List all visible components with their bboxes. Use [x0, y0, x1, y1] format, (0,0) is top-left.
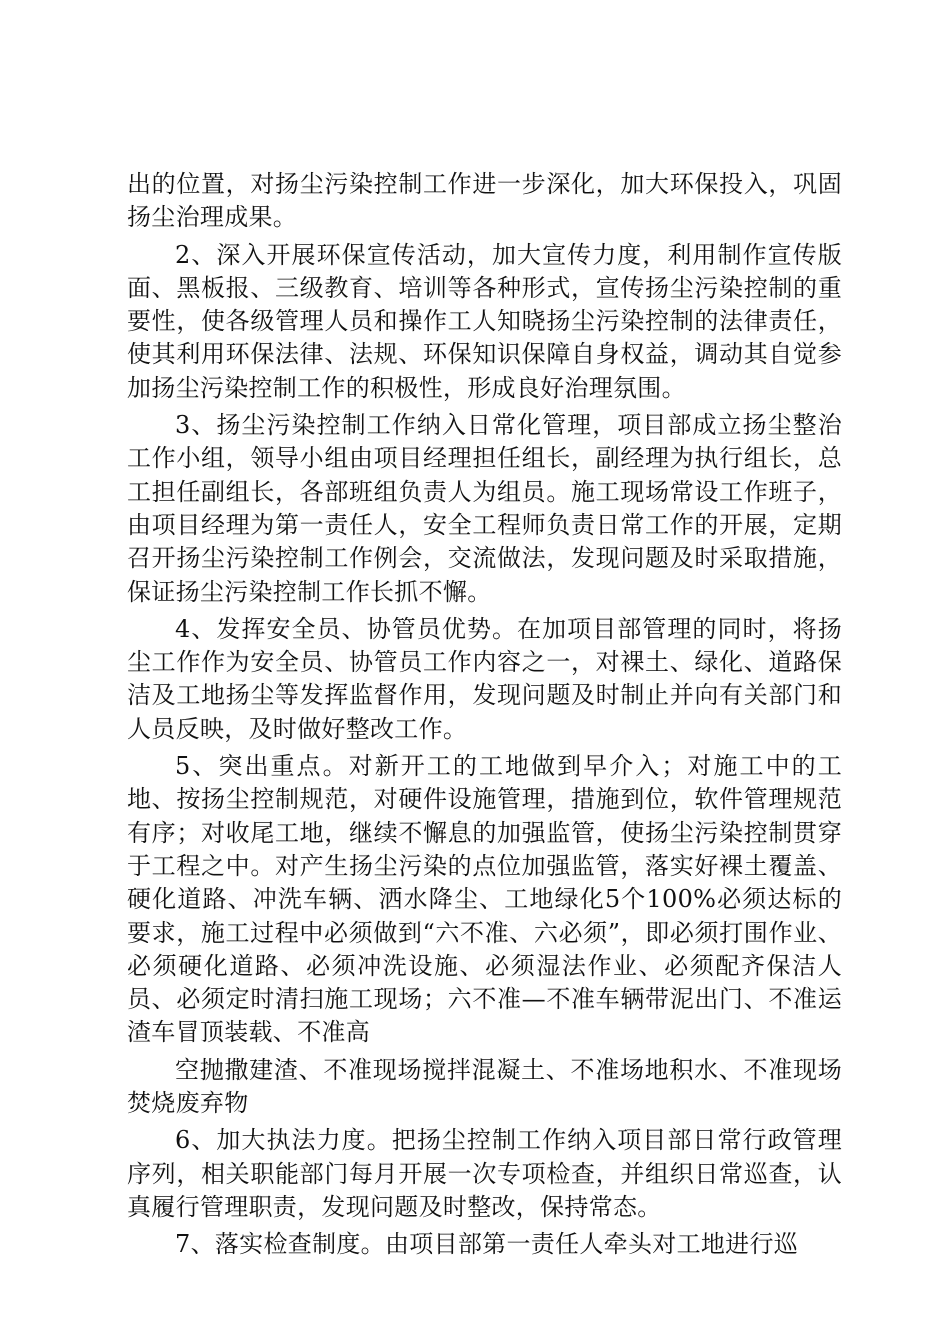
paragraph-item-7: 7、落实检查制度。由项目部第一责任人牵头对工地进行巡	[175, 1230, 799, 1259]
paragraph-item-5-continued: 空抛撒建渣、不准现场搅拌混凝土、不准场地积水、不准现场焚烧废弃物	[127, 1055, 842, 1118]
paragraph-continuation: 出的位置，对扬尘污染控制工作进一步深化，加大环保投入，巩固扬尘治理成果。	[127, 170, 842, 232]
paragraph-item-4: 4、发挥安全员、协管员优势。在加项目部管理的同时，将扬尘工作作为安全员、协管员工作内容之一，对裸土、绿化、道路保洁及工地扬尘等发挥监督作用，发现问题及时制止并向有关部门和人员反映，及时做好整改工作。	[127, 614, 842, 743]
document-body	[127, 168, 842, 1262]
paragraph-item-6: 6、加大执法力度。把扬尘控制工作纳入项目部日常行政管理序列，相关职能部门每月开展一次专项检查，并组织日常巡查，认真履行管理职责，发现问题及时整改，保持常态。	[127, 1126, 842, 1221]
paragraph-item-2: 2、深入开展环保宣传活动，加大宣传力度，利用制作宣传版面、黑板报、三级教育、培训等各种形式，宣传扬尘污染控制的重要性，使各级管理人员和操作工人知晓扬尘污染控制的法律责任，使其利用环保法律、法规、环保知识保障自身权益，调动其自觉参加扬尘污染控制工作的积极性，形成良好治理氛围。	[127, 240, 842, 402]
paragraph-item-3: 3、扬尘污染控制工作纳入日常化管理，项目部成立扬尘整治工作小组，领导小组由项目经理担任组长，副经理为执行组长，总工担任副组长，各部班组负责人为组员。施工现场常设工作班子，由项目经理为第一责任人，安全工程师负责日常工作的开展，定期召开扬尘污染控制工作例会，交流做法，发现问题及时采取措施，保证扬尘污染控制工作长抓不懈。	[127, 411, 842, 606]
paragraph-item-5: 5、突出重点。对新开工的工地做到早介入；对施工中的工地、按扬尘控制规范，对硬件设施管理，措施到位，软件管理规范有序；对收尾工地，继续不懈息的加强监管，使扬尘污染控制贯穿于工程之中。对产生扬尘污染的点位加强监管，落实好裸土覆盖、硬化道路、冲洗车辆、洒水降尘、工地绿化5个100%必须达标的要求，施工过程中必须做到“六不准、六必须”，即必须打围作业、必须硬化道路、必须冲洗设施、必须湿法作业、必须配齐保洁人员、必须定时清扫施工现场；六不准—不准车辆带泥出门、不准运渣车冒顶装载、不准高	[127, 752, 842, 1047]
